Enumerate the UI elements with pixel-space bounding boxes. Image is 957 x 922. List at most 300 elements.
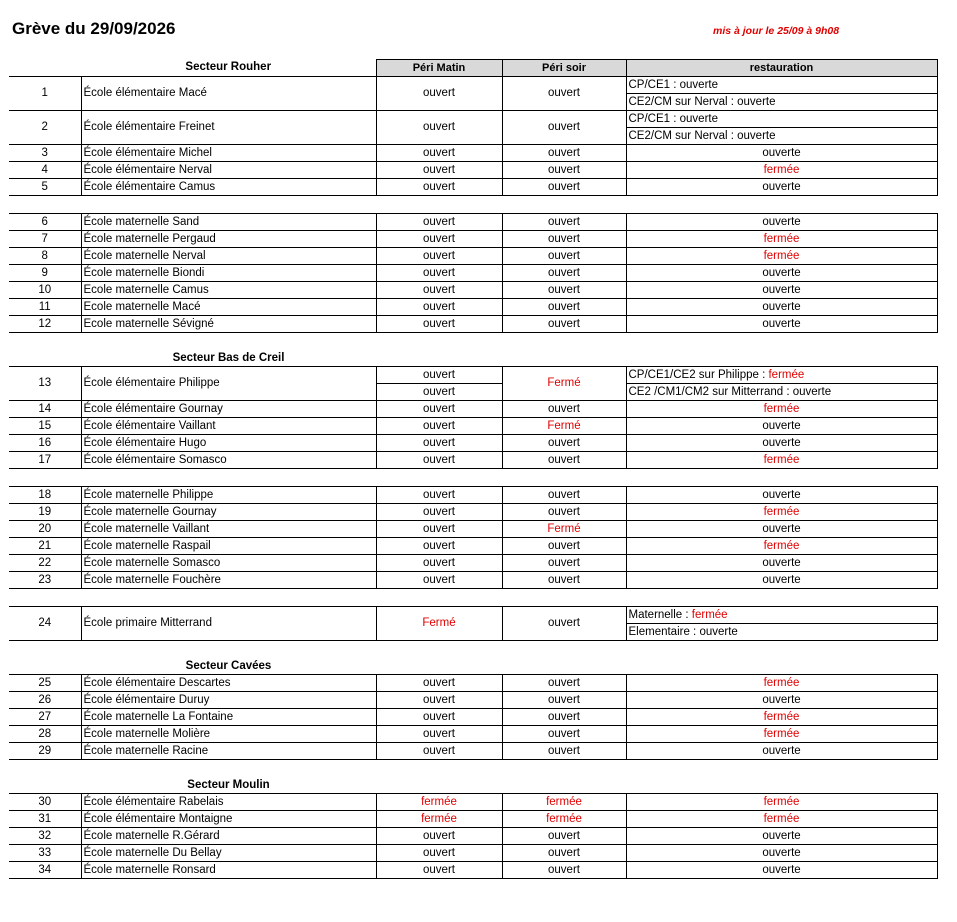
peri-soir-status-text: ouvert	[548, 180, 580, 193]
school-name-text: École élémentaire Freinet	[83, 121, 215, 133]
restauration-status	[626, 248, 937, 265]
row-number-text: 28	[38, 727, 52, 740]
restauration-status	[626, 316, 937, 333]
school-name-text: Ecole maternelle Sévigné	[83, 317, 214, 330]
row-number	[9, 231, 81, 248]
peri-soir-status-text: ouvert	[548, 617, 580, 629]
resto-group-label: Maternelle :	[628, 608, 692, 621]
school-name-text: École élémentaire Philippe	[83, 377, 220, 389]
restauration-status-text: ouverte	[762, 266, 801, 279]
peri-matin-status	[376, 367, 502, 384]
peri-matin-status-text: ouvert	[423, 215, 455, 228]
peri-matin-status	[376, 231, 502, 248]
school-name	[81, 794, 376, 811]
school-name	[81, 521, 376, 538]
peri-matin-status	[376, 162, 502, 179]
school-name	[81, 743, 376, 760]
table-row	[9, 435, 937, 452]
peri-soir-status	[502, 692, 626, 709]
peri-soir-status	[502, 572, 626, 589]
peri-soir-status	[502, 418, 626, 435]
peri-matin-status-text: ouvert	[423, 539, 455, 552]
peri-matin-status-text: ouvert	[423, 505, 455, 518]
peri-soir-status-text: ouvert	[548, 266, 580, 279]
peri-matin-status-text: ouvert	[423, 693, 455, 706]
row-number-text: 27	[38, 710, 52, 723]
peri-matin-status-text: ouvert	[423, 266, 455, 279]
restauration-group	[626, 77, 937, 94]
restauration-status	[626, 452, 937, 469]
peri-soir-status-text: ouvert	[548, 121, 580, 133]
peri-matin-status	[376, 487, 502, 504]
school-name-text: École élémentaire Camus	[83, 180, 216, 193]
page-title: Grève du 29/09/2026	[12, 19, 176, 38]
row-number-text: 34	[38, 863, 52, 876]
peri-matin-status	[376, 504, 502, 521]
spacer-row	[9, 760, 937, 778]
restauration-status-text: fermée	[763, 676, 800, 689]
peri-soir-status-text: ouvert	[548, 163, 580, 176]
peri-matin-status-text: ouvert	[423, 317, 455, 330]
restauration-status-text: fermée	[763, 710, 800, 723]
restauration-status-text: ouverte	[762, 573, 801, 586]
school-name	[81, 299, 376, 316]
peri-matin-status-text: ouvert	[423, 121, 455, 133]
spacer-row	[9, 589, 937, 607]
peri-matin-status-text: fermée	[421, 812, 457, 825]
sector-row	[9, 350, 937, 367]
row-number	[9, 316, 81, 333]
school-name-text: École élémentaire Somasco	[83, 453, 227, 466]
row-number-text: 13	[38, 377, 52, 389]
peri-soir-status	[502, 265, 626, 282]
table-row	[9, 487, 937, 504]
school-name-text: École maternelle Vaillant	[83, 522, 210, 535]
sector-spacer	[502, 777, 626, 794]
row-number	[9, 265, 81, 282]
row-number-text: 26	[38, 693, 52, 706]
peri-soir-status-text: Fermé	[547, 377, 581, 389]
peri-soir-status-text: Fermé	[547, 522, 581, 535]
sector-title-text: Secteur Moulin	[187, 778, 270, 791]
table-row	[9, 709, 937, 726]
school-name	[81, 77, 376, 111]
table-row	[9, 418, 937, 435]
table-row	[9, 521, 937, 538]
table-row	[9, 299, 937, 316]
school-name	[81, 811, 376, 828]
row-number-text: 20	[38, 522, 52, 535]
table-row	[9, 726, 937, 743]
peri-matin-status	[376, 384, 502, 401]
table-row	[9, 504, 937, 521]
peri-soir-status	[502, 248, 626, 265]
spacer-row	[9, 469, 937, 487]
peri-soir-status-text: fermée	[546, 812, 582, 825]
row-number-text: 3	[41, 146, 48, 159]
spacer-row	[9, 641, 937, 659]
table-row	[9, 145, 937, 162]
row-number-text: 12	[38, 317, 52, 330]
peri-matin-status-text: fermée	[421, 795, 457, 808]
school-name	[81, 845, 376, 862]
school-name	[81, 231, 376, 248]
peri-soir-status	[502, 811, 626, 828]
sector-spacer	[626, 350, 937, 367]
header-peri-matin: Péri Matin	[376, 60, 502, 77]
school-name-text: École maternelle Ronsard	[83, 863, 216, 876]
school-name	[81, 282, 376, 299]
table-row	[9, 282, 937, 299]
peri-soir-status	[502, 162, 626, 179]
restauration-status	[626, 828, 937, 845]
school-name-text: École maternelle Pergaud	[83, 232, 216, 245]
row-number-text: 2	[41, 121, 48, 133]
peri-matin-status	[376, 675, 502, 692]
peri-soir-status	[502, 607, 626, 641]
school-name	[81, 111, 376, 145]
row-number	[9, 709, 81, 726]
resto-group-label: CP/CE1 :	[628, 112, 680, 125]
peri-matin-status-text: ouvert	[423, 385, 455, 398]
row-number-text: 7	[41, 232, 48, 245]
restauration-status	[626, 299, 937, 316]
row-number-text: 18	[38, 488, 52, 501]
spacer-row	[9, 333, 937, 351]
peri-soir-status-text: ouvert	[548, 249, 580, 262]
peri-matin-status	[376, 794, 502, 811]
row-number	[9, 572, 81, 589]
peri-soir-status-text: ouvert	[548, 436, 580, 449]
restauration-status	[626, 743, 937, 760]
resto-group-status: ouverte	[699, 625, 738, 638]
peri-matin-status-text: ouvert	[423, 232, 455, 245]
row-number-text: 6	[41, 215, 48, 228]
peri-soir-status-text: ouvert	[548, 283, 580, 296]
school-name-text: École maternelle Nerval	[83, 249, 206, 262]
restauration-status	[626, 435, 937, 452]
peri-matin-status-text: ouvert	[423, 368, 455, 381]
header-restauration: restauration	[626, 60, 937, 77]
row-number	[9, 521, 81, 538]
school-name	[81, 162, 376, 179]
peri-matin-status	[376, 828, 502, 845]
school-name-text: École maternelle Sand	[83, 215, 200, 228]
peri-matin-status	[376, 282, 502, 299]
peri-matin-status	[376, 77, 502, 111]
sector-spacer	[502, 658, 626, 675]
restauration-status	[626, 845, 937, 862]
peri-matin-status-text: ouvert	[423, 300, 455, 313]
school-name	[81, 452, 376, 469]
restauration-status-text: ouverte	[762, 215, 801, 228]
sector-spacer	[9, 350, 81, 367]
peri-matin-status-text: ouvert	[423, 710, 455, 723]
peri-matin-status-text: Fermé	[422, 617, 456, 629]
row-number	[9, 435, 81, 452]
sector-row	[9, 777, 937, 794]
school-name-text: Ecole maternelle Camus	[83, 283, 209, 296]
restauration-status-text: ouverte	[762, 146, 801, 159]
peri-soir-status	[502, 504, 626, 521]
resto-group-status: fermée	[691, 608, 728, 621]
table-row	[9, 811, 937, 828]
peri-soir-status	[502, 452, 626, 469]
restauration-status	[626, 265, 937, 282]
school-name-text: École maternelle Du Bellay	[83, 846, 222, 859]
peri-soir-status-text: ouvert	[548, 453, 580, 466]
peri-soir-status	[502, 726, 626, 743]
table-row	[9, 743, 937, 760]
peri-soir-status	[502, 316, 626, 333]
peri-matin-status-text: ouvert	[423, 556, 455, 569]
peri-matin-status-text: ouvert	[423, 727, 455, 740]
school-name-text: École maternelle Fouchère	[83, 573, 221, 586]
table-row	[9, 794, 937, 811]
restauration-status	[626, 675, 937, 692]
peri-matin-status-text: ouvert	[423, 180, 455, 193]
row-number-text: 4	[41, 163, 48, 176]
restauration-status	[626, 555, 937, 572]
restauration-status-text: ouverte	[762, 522, 801, 535]
row-number-text: 22	[38, 556, 52, 569]
peri-matin-status-text: ouvert	[423, 863, 455, 876]
table-row	[9, 828, 937, 845]
restauration-group	[626, 384, 937, 401]
row-number	[9, 862, 81, 879]
school-name	[81, 504, 376, 521]
header-peri-soir: Péri soir	[502, 60, 626, 77]
school-name	[81, 726, 376, 743]
school-name	[81, 709, 376, 726]
restauration-status	[626, 692, 937, 709]
restauration-status	[626, 794, 937, 811]
peri-soir-status	[502, 145, 626, 162]
peri-matin-status-text: ouvert	[423, 163, 455, 176]
table-row	[9, 367, 937, 384]
peri-matin-status	[376, 299, 502, 316]
peri-soir-status-text: ouvert	[548, 215, 580, 228]
peri-matin-status	[376, 726, 502, 743]
table-row	[9, 214, 937, 231]
table-row	[9, 692, 937, 709]
resto-group-status: ouverte	[792, 385, 832, 398]
peri-soir-status-text: ouvert	[548, 727, 580, 740]
restauration-status-text: fermée	[763, 249, 800, 262]
row-number-text: 16	[38, 436, 52, 449]
school-name-text: École élémentaire Gournay	[83, 402, 223, 415]
school-name	[81, 538, 376, 555]
peri-soir-status	[502, 214, 626, 231]
peri-soir-status	[502, 367, 626, 401]
school-name	[81, 316, 376, 333]
peri-soir-status-text: ouvert	[548, 317, 580, 330]
school-name-text: École maternelle Biondi	[83, 266, 205, 279]
peri-matin-status	[376, 521, 502, 538]
school-name-text: École élémentaire Montaigne	[83, 812, 233, 825]
restauration-status-text: ouverte	[762, 556, 801, 569]
restauration-status-text: fermée	[763, 453, 800, 466]
sector-spacer	[376, 350, 502, 367]
table-row	[9, 248, 937, 265]
restauration-status-text: ouverte	[762, 744, 801, 757]
restauration-group	[626, 128, 937, 145]
peri-matin-status	[376, 845, 502, 862]
peri-soir-status	[502, 401, 626, 418]
peri-soir-status	[502, 231, 626, 248]
restauration-status	[626, 538, 937, 555]
restauration-status	[626, 282, 937, 299]
peri-soir-status	[502, 845, 626, 862]
peri-matin-status-text: ouvert	[423, 453, 455, 466]
peri-matin-status	[376, 179, 502, 196]
restauration-status-text: fermée	[763, 163, 800, 176]
row-number	[9, 145, 81, 162]
restauration-status-text: ouverte	[762, 693, 801, 706]
row-number	[9, 418, 81, 435]
row-number-text: 24	[38, 617, 52, 629]
row-number	[9, 692, 81, 709]
table-row	[9, 862, 937, 879]
row-number	[9, 743, 81, 760]
resto-group-label: CE2/CM sur Nerval :	[628, 129, 738, 142]
row-number-text: 14	[38, 402, 52, 415]
restauration-status-text: fermée	[763, 402, 800, 415]
school-name	[81, 401, 376, 418]
resto-group-status: fermée	[768, 368, 805, 381]
row-number-text: 19	[38, 505, 52, 518]
row-number	[9, 555, 81, 572]
restauration-status	[626, 726, 937, 743]
restauration-group	[626, 94, 937, 111]
peri-matin-status	[376, 452, 502, 469]
table-row	[9, 452, 937, 469]
restauration-status	[626, 811, 937, 828]
restauration-status-text: ouverte	[762, 419, 801, 432]
peri-matin-status-text: ouvert	[423, 283, 455, 296]
peri-soir-status	[502, 487, 626, 504]
table-row	[9, 675, 937, 692]
sector-title	[81, 658, 376, 675]
peri-soir-status	[502, 675, 626, 692]
peri-matin-status-text: ouvert	[423, 829, 455, 842]
row-number	[9, 487, 81, 504]
restauration-status-text: fermée	[763, 812, 800, 825]
peri-matin-status-text: ouvert	[423, 402, 455, 415]
peri-soir-status	[502, 794, 626, 811]
peri-matin-status	[376, 709, 502, 726]
school-name-text: École élémentaire Descartes	[83, 676, 231, 689]
restauration-status-text: fermée	[763, 727, 800, 740]
table-row	[9, 179, 937, 196]
row-number	[9, 367, 81, 401]
row-number-text: 8	[41, 249, 48, 262]
peri-matin-status	[376, 862, 502, 879]
sector-title	[81, 777, 376, 794]
table-row	[9, 231, 937, 248]
peri-soir-status-text: fermée	[546, 795, 582, 808]
peri-matin-status	[376, 435, 502, 452]
school-name-text: École élémentaire Macé	[83, 87, 207, 99]
school-name-text: École maternelle Molière	[83, 727, 211, 740]
peri-matin-status-text: ouvert	[423, 146, 455, 159]
sector-row	[9, 658, 937, 675]
header-row	[9, 60, 937, 77]
peri-soir-status-text: Fermé	[547, 419, 581, 432]
row-number-text: 10	[38, 283, 52, 296]
row-number	[9, 299, 81, 316]
peri-soir-status	[502, 435, 626, 452]
peri-matin-status	[376, 538, 502, 555]
restauration-status-text: ouverte	[762, 283, 801, 296]
resto-group-label: Elementaire :	[628, 625, 700, 638]
school-name-text: École élémentaire Nerval	[83, 163, 212, 176]
row-number-text: 11	[38, 300, 51, 313]
peri-matin-status	[376, 555, 502, 572]
table-row	[9, 845, 937, 862]
row-number-text: 9	[41, 266, 48, 279]
restauration-status	[626, 401, 937, 418]
school-name	[81, 862, 376, 879]
school-name-text: École élémentaire Duruy	[83, 693, 210, 706]
restauration-status-text: ouverte	[762, 488, 801, 501]
restauration-status	[626, 214, 937, 231]
restauration-status	[626, 231, 937, 248]
peri-soir-status-text: ouvert	[548, 539, 580, 552]
peri-matin-status-text: ouvert	[423, 573, 455, 586]
peri-soir-status	[502, 538, 626, 555]
school-name	[81, 179, 376, 196]
sector-title	[81, 350, 376, 367]
row-number-text: 31	[38, 812, 52, 825]
school-name	[81, 248, 376, 265]
restauration-status	[626, 572, 937, 589]
resto-group-label: CE2 /CM1/CM2 sur Mitterrand :	[628, 385, 793, 398]
restauration-status-text: ouverte	[762, 300, 801, 313]
row-number	[9, 162, 81, 179]
peri-soir-status	[502, 179, 626, 196]
row-number	[9, 282, 81, 299]
resto-group-status: ouverte	[679, 112, 718, 125]
sector-spacer	[376, 777, 502, 794]
sector-spacer	[626, 658, 937, 675]
peri-soir-status	[502, 77, 626, 111]
peri-soir-status	[502, 862, 626, 879]
row-number-text: 32	[38, 829, 52, 842]
row-number	[9, 845, 81, 862]
peri-soir-status-text: ouvert	[548, 300, 580, 313]
resto-group-label: CE2/CM sur Nerval :	[628, 95, 738, 108]
row-number-text: 29	[38, 744, 52, 757]
restauration-status-text: fermée	[763, 539, 800, 552]
school-name-text: École élémentaire Michel	[83, 146, 212, 159]
school-name	[81, 265, 376, 282]
school-name	[81, 145, 376, 162]
school-name	[81, 607, 376, 641]
peri-soir-status-text: ouvert	[548, 488, 580, 501]
peri-soir-status	[502, 282, 626, 299]
school-name-text: École maternelle Raspail	[83, 539, 211, 552]
peri-matin-status	[376, 214, 502, 231]
resto-group-label: CP/CE1/CE2 sur Philippe :	[628, 368, 769, 381]
peri-matin-status-text: ouvert	[423, 522, 455, 535]
restauration-status	[626, 862, 937, 879]
peri-soir-status	[502, 743, 626, 760]
table-row	[9, 538, 937, 555]
table-row	[9, 401, 937, 418]
table-row	[9, 77, 937, 94]
peri-soir-status-text: ouvert	[548, 829, 580, 842]
